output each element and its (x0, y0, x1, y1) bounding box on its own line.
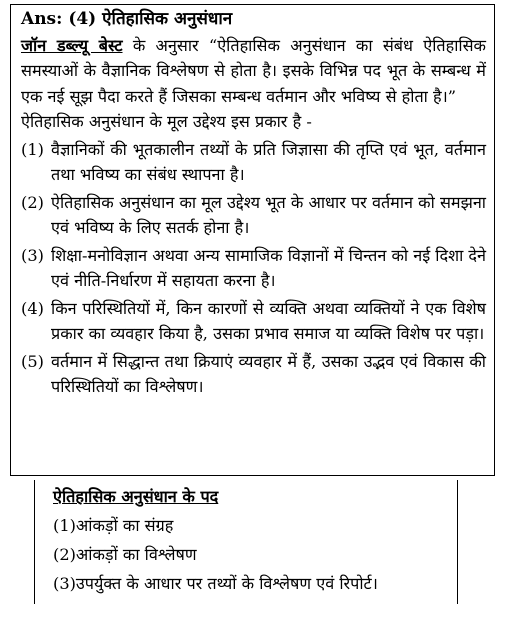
definition-quote: के अनुसार “ऐतिहासिक अनुसंधान का संबंध ऐतिहासिक समस्याओं के वैज्ञानिक विश्लेषण से होता है। इसके विभिन्न पद भूत के सम्बन्ध में एक नई सूझ पैदा करते हैं जिसका सम्बन्ध वर्तमान और भविष्य से होता है।” (21, 35, 486, 106)
stage-item: (2)आंकड़ों का विश्लेषण (53, 545, 197, 564)
answer-number: Ans: (4) (21, 9, 97, 29)
stage-item: (3)उपर्युक्त के आधार पर तथ्यों के विश्लेषण एवं रिपोर्ट। (53, 574, 378, 593)
objective-item (21, 296, 486, 347)
objective-text: वर्तमान में सिद्धान्त तथा क्रियाएं व्यवहार में हैं, उसका उद्भव एवं विकास की परिस्थितियों का विश्लेषण। (51, 351, 486, 396)
objective-number: (5) (21, 351, 44, 371)
definition-paragraph (21, 33, 486, 110)
stage-item: (1)आंकड़ों का संग्रह (53, 516, 174, 535)
stages-title: ऐतिहासिक अनुसंधान के पद (53, 487, 219, 506)
cut-off-text-fragment: ⠀ (74, 589, 86, 608)
objectives-intro: ऐतिहासिक अनुसंधान के मूल उद्देश्य इस प्रकार है - (21, 112, 312, 131)
objective-number: (1) (21, 139, 44, 159)
objective-item (21, 190, 486, 241)
objective-text: वैज्ञानिकों की भूतकालीन तथ्यों के प्रति जिज्ञासा की तृप्ति एवं भूत, वर्तमान तथा भविष्य का संबंध स्थापना है। (51, 139, 486, 184)
objective-text: शिक्षा-मनोविज्ञान अथवा अन्य सामाजिक विज्ञानों में चिन्तन को नई दिशा देने एवं नीति-निर्धारण में सहायता करना है। (51, 245, 487, 290)
answer-heading (21, 7, 486, 33)
objective-number: (3) (21, 245, 44, 265)
objective-item (21, 243, 486, 294)
objective-item (21, 349, 486, 400)
answer-topic: ऐतिहासिक अनुसंधान (102, 9, 233, 29)
answer-box (10, 4, 495, 476)
objective-number: (4) (21, 298, 44, 318)
cut-off-text-line (34, 589, 458, 625)
objective-item (21, 137, 486, 188)
objective-text: ऐतिहासिक अनुसंधान का मूल उद्देश्य भूत के आधार पर वर्तमान को समझना एवं भविष्य के लिए सतर्क होना है। (51, 192, 486, 237)
objective-number: (2) (21, 192, 44, 212)
objective-text: किन परिस्थितियों में, किन कारणों से व्यक्ति अथवा व्यक्तियों ने एक विशेष प्रकार का व्यवहार किया है, उसका प्रभाव समाज या व्यक्ति विशेष पर पड़ा। (51, 298, 486, 343)
author-name: जॉन डब्ल्यू बेस्ट (21, 35, 123, 55)
